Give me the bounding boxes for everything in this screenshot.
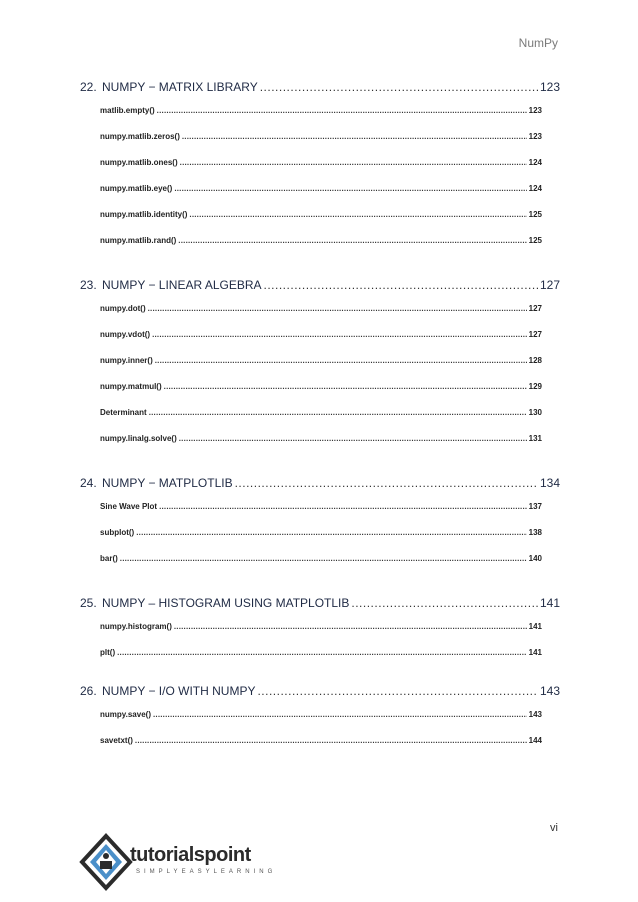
toc-entry-link[interactable] [80, 434, 560, 460]
dot-leader [164, 382, 527, 391]
entry-title: numpy.vdot() [100, 330, 151, 339]
logo-word-1: tutorials [130, 844, 205, 866]
entry-title: plt() [100, 648, 116, 657]
dot-leader [152, 330, 527, 339]
dot-leader [153, 710, 527, 719]
dot-leader [180, 158, 527, 167]
toc-entry-link[interactable] [80, 210, 560, 236]
entry-page-number: 125 [528, 210, 542, 219]
toc-section [80, 684, 560, 762]
page-number: vi [550, 822, 558, 834]
entry-page-number: 123 [528, 132, 542, 141]
chapter-title: NUMPY − I/O WITH NUMPY [102, 684, 256, 698]
chapter-title: NUMPY – HISTOGRAM USING MATPLOTLIB [102, 596, 350, 610]
entry-title: numpy.histogram() [100, 622, 172, 631]
entry-title: numpy.matlib.zeros() [100, 132, 180, 141]
chapter-page-number: 123 [539, 80, 560, 94]
toc-chapter-link[interactable] [80, 596, 560, 622]
dot-leader [260, 80, 538, 94]
entry-page-number: 124 [528, 184, 542, 193]
logo-wordmark [130, 844, 251, 867]
entry-page-number: 141 [528, 648, 542, 657]
dot-leader [264, 278, 538, 292]
chapter-number: 22. [80, 80, 97, 94]
logo-emblem-icon [78, 832, 134, 892]
toc-section [80, 476, 560, 580]
toc-chapter-link[interactable] [80, 278, 560, 304]
entry-page-number: 127 [528, 304, 542, 313]
dot-leader [178, 236, 526, 245]
dot-leader [120, 554, 527, 563]
chapter-number: 25. [80, 596, 97, 610]
entry-title: bar() [100, 554, 118, 563]
entry-page-number: 130 [528, 408, 542, 417]
entry-page-number: 143 [528, 710, 542, 719]
toc-section [80, 80, 560, 262]
dot-leader [257, 684, 538, 698]
dot-leader [174, 622, 527, 631]
logo-tagline: SIMPLYEASYLEARNING [136, 869, 277, 875]
toc-entry-link[interactable] [80, 502, 560, 528]
toc-chapter-link[interactable] [80, 80, 560, 106]
entry-title: numpy.dot() [100, 304, 146, 313]
entry-page-number: 144 [528, 736, 542, 745]
toc-entry-link[interactable] [80, 132, 560, 158]
entry-title: subplot() [100, 528, 135, 537]
logo-word-2: point [204, 844, 251, 866]
toc-entry-link[interactable] [80, 236, 560, 262]
entry-title: matlib.empty() [100, 106, 155, 115]
toc-entry-link[interactable] [80, 330, 560, 356]
entry-title: numpy.matlib.identity() [100, 210, 188, 219]
entry-title: numpy.save() [100, 710, 151, 719]
entry-title: Determinant [100, 408, 147, 417]
toc-entry-link[interactable] [80, 184, 560, 210]
chapter-number: 23. [80, 278, 97, 292]
dot-leader [159, 502, 527, 511]
entry-page-number: 140 [528, 554, 542, 563]
entry-page-number: 138 [528, 528, 542, 537]
toc-entry-link[interactable] [80, 106, 560, 132]
entry-title: numpy.matlib.rand() [100, 236, 177, 245]
dot-leader [117, 648, 527, 657]
chapter-number: 26. [80, 684, 97, 698]
entry-title: numpy.matmul() [100, 382, 162, 391]
chapter-title: NUMPY − MATRIX LIBRARY [102, 80, 258, 94]
toc-entry-link[interactable] [80, 648, 560, 674]
chapter-page-number: 127 [539, 278, 560, 292]
entry-title: numpy.linalg.solve() [100, 434, 177, 443]
toc-entry-link[interactable] [80, 710, 560, 736]
entry-page-number: 141 [528, 622, 542, 631]
entry-page-number: 137 [528, 502, 542, 511]
toc-entry-link[interactable] [80, 736, 560, 762]
dot-leader [351, 596, 538, 610]
entry-page-number: 128 [528, 356, 542, 365]
toc-section [80, 596, 560, 674]
dot-leader [148, 304, 527, 313]
toc-entry-link[interactable] [80, 382, 560, 408]
toc-entry-link[interactable] [80, 158, 560, 184]
chapter-number: 24. [80, 476, 97, 490]
dot-leader [155, 356, 527, 365]
toc-chapter-link[interactable] [80, 684, 560, 710]
dot-leader [179, 434, 527, 443]
entry-page-number: 125 [528, 236, 542, 245]
chapter-title: NUMPY − MATPLOTLIB [102, 476, 233, 490]
entry-title: numpy.matlib.eye() [100, 184, 173, 193]
dot-leader [149, 408, 527, 417]
tutorialspoint-logo [78, 832, 278, 892]
chapter-page-number: 143 [539, 684, 560, 698]
entry-title: savetxt() [100, 736, 133, 745]
dot-leader [174, 184, 526, 193]
entry-title: numpy.matlib.ones() [100, 158, 178, 167]
dot-leader [135, 736, 527, 745]
toc-chapter-link[interactable] [80, 476, 560, 502]
toc-entry-link[interactable] [80, 408, 560, 434]
toc-entry-link[interactable] [80, 554, 560, 580]
toc-entry-link[interactable] [80, 304, 560, 330]
dot-leader [157, 106, 527, 115]
entry-page-number: 123 [528, 106, 542, 115]
toc-section [80, 278, 560, 460]
chapter-page-number: 141 [539, 596, 560, 610]
entry-page-number: 124 [528, 158, 542, 167]
running-header: NumPy [518, 36, 558, 50]
chapter-page-number: 134 [539, 476, 560, 490]
dot-leader [235, 476, 538, 490]
entry-title: Sine Wave Plot [100, 502, 158, 511]
entry-page-number: 127 [528, 330, 542, 339]
dot-leader [189, 210, 526, 219]
entry-title: numpy.inner() [100, 356, 153, 365]
entry-page-number: 129 [528, 382, 542, 391]
toc-entry-link[interactable] [80, 528, 560, 554]
entry-page-number: 131 [528, 434, 542, 443]
dot-leader [136, 528, 526, 537]
toc-entry-link[interactable] [80, 622, 560, 648]
toc-entry-link[interactable] [80, 356, 560, 382]
dot-leader [182, 132, 527, 141]
chapter-title: NUMPY − LINEAR ALGEBRA [102, 278, 262, 292]
